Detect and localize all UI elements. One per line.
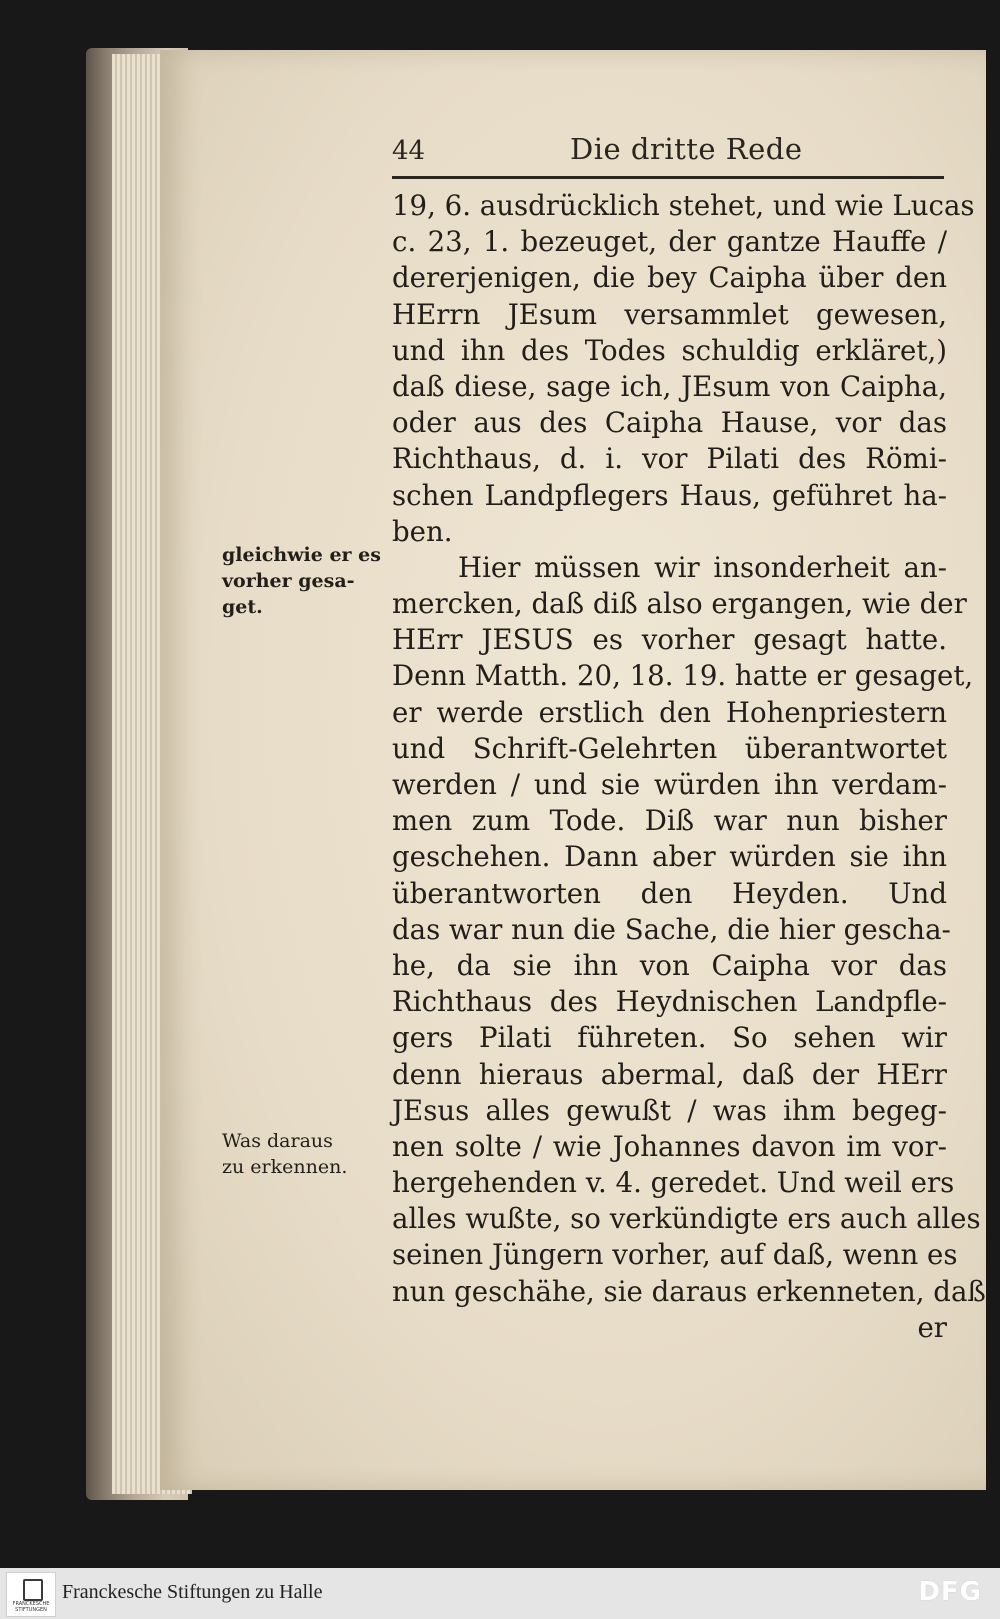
- text-line: JEsus alles gewußt / was ihm begeg-: [392, 1093, 947, 1127]
- margin-note-line: gleichwie er es: [222, 544, 381, 566]
- text-line: oder aus des Caipha Hause, vor das: [392, 406, 947, 440]
- dfg-logo[interactable]: DFG: [918, 1577, 982, 1607]
- text-line: c. 23, 1. bezeuget, der gantze Hauffe /: [392, 225, 947, 259]
- text-line: Richthaus des Heydnischen Landpfle-: [392, 985, 947, 1019]
- text-line: HErrn JEsum versammlet gewesen,: [392, 297, 947, 331]
- margin-note-1: [222, 542, 382, 620]
- text-line: gers Pilati führeten. So sehen wir: [392, 1021, 947, 1055]
- text-line: he, da sie ihn von Caipha vor das: [392, 948, 947, 982]
- text-line: Hier müssen wir insonderheit an-: [458, 550, 947, 584]
- text-line: nun geschähe, sie daraus erkenneten, daß: [392, 1274, 986, 1308]
- text-line: er werde erstlich den Hohenpriestern: [392, 695, 947, 729]
- text-line: 19, 6. ausdrücklich stehet, und wie Lucas: [392, 189, 975, 222]
- text-line: seinen Jüngern vorher, auf daß, wenn es: [392, 1238, 958, 1272]
- text-line: das war nun die Sache, die hier gescha-: [392, 912, 951, 946]
- page-number: 44: [392, 136, 426, 166]
- header-rule: [392, 176, 944, 179]
- text-line: werden / und sie würden ihn verdam-: [392, 768, 947, 801]
- logo-text: FRANCKESCHE STIFTUNGEN: [12, 1601, 50, 1613]
- viewer-footer: [0, 1568, 1000, 1619]
- text-line: ben.: [392, 514, 453, 548]
- margin-note-line: zu erkennen.: [222, 1156, 348, 1178]
- text-line: alles wußte, so verkündigte ers auch alles: [392, 1202, 981, 1236]
- text-line: hergehenden v. 4. geredet. Und weil ers: [392, 1166, 955, 1200]
- margin-note-line: get.: [222, 596, 263, 618]
- margin-note-2: [222, 1128, 382, 1180]
- text-line: mercken, daß diß also ergangen, wie der: [392, 587, 967, 621]
- text-line: Denn Matth. 20, 18. 19. hatte er gesaget,: [392, 659, 974, 693]
- running-title: Die dritte Rede: [570, 132, 803, 166]
- body-text: [392, 188, 986, 1346]
- text-line: dererjenigen, die bey Caipha über den: [392, 261, 947, 295]
- text-line: und Schrift-Gelehrten überantwortet: [392, 731, 947, 765]
- logo-icon: [23, 1579, 43, 1601]
- text-line: schen Landpflegers Haus, geführet ha-: [392, 478, 947, 512]
- text-line: geschehen. Dann aber würden sie ihn: [392, 840, 947, 874]
- text-line: men zum Tode. Diß war nun bisher: [392, 804, 947, 838]
- text-line: nen solte / wie Johannes davon im vor-: [392, 1129, 947, 1163]
- text-line: denn hieraus abermal, daß der HErr: [392, 1057, 947, 1091]
- text-line: überantworten den Heyden. Und: [392, 876, 947, 910]
- page-header: [392, 128, 944, 180]
- text-line: Richthaus, d. i. vor Pilati des Römi-: [392, 442, 947, 476]
- text-line: und ihn des Todes schuldig erkläret,): [392, 333, 947, 367]
- institution-logo[interactable]: [6, 1572, 56, 1617]
- margin-note-line: Was daraus: [222, 1130, 333, 1152]
- institution-name[interactable]: Franckesche Stiftungen zu Halle: [62, 1581, 323, 1603]
- text-line: daß diese, sage ich, JEsum von Caipha,: [392, 369, 947, 403]
- text-line: HErr JESUS es vorher gesagt hatte.: [392, 623, 947, 657]
- margin-note-line: vorher gesa-: [222, 570, 355, 592]
- catchword: er: [917, 1310, 947, 1344]
